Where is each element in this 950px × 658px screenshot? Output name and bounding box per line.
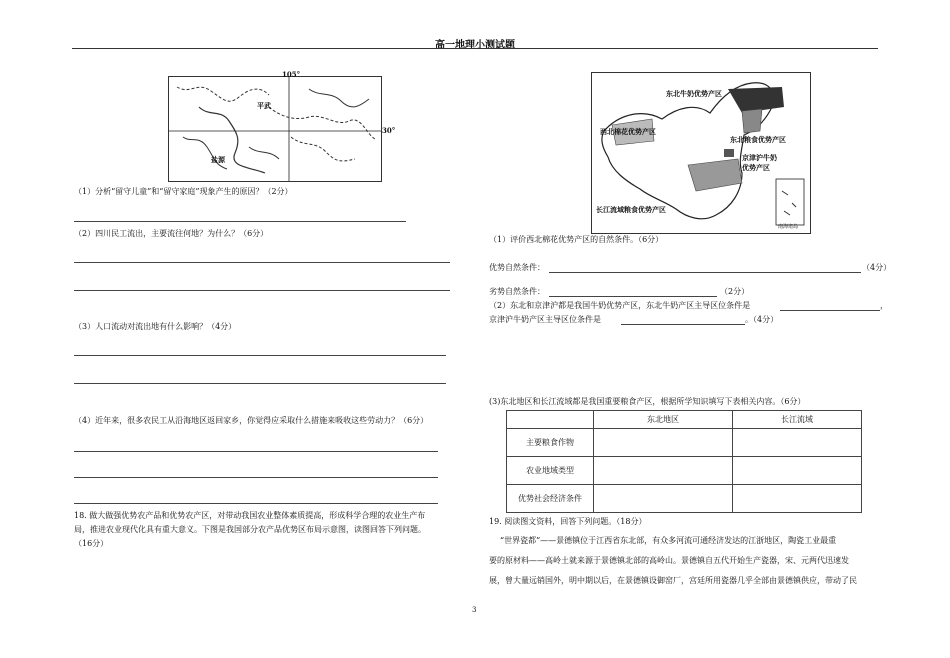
question-17-2: （2）四川民工流出，主要流往何地？为什么？（6分）: [74, 229, 269, 238]
answer-line[interactable]: [74, 451, 438, 452]
disadvantage-score: （2分）: [720, 287, 750, 296]
label-ne-dairy: 东北牛奶优势产区: [666, 89, 722, 98]
question-17-1: （1）分析“留守儿童”和“留守家庭”现象产生的原因？（2分）: [74, 187, 293, 196]
sichuan-map: [168, 76, 382, 182]
table-cell-input[interactable]: [733, 485, 862, 513]
question-18-2-line2: 京津沪牛奶产区主导区位条件是: [489, 315, 601, 324]
answer-line[interactable]: [74, 221, 406, 222]
place-yanyuan: 盐源: [211, 155, 225, 164]
label-jjh-dairy-2: 优势产区: [742, 163, 770, 172]
question-18-2-tail: 。（4分）: [745, 315, 779, 324]
answer-line[interactable]: [74, 503, 438, 504]
answer-line[interactable]: [74, 477, 438, 478]
label-nw-cotton: 西北棉花优势产区: [600, 127, 656, 136]
table-header-northeast: 东北地区: [594, 411, 733, 429]
answer-line[interactable]: [74, 262, 450, 263]
question-18-2-comma: ，: [880, 301, 888, 310]
advantage-label: 优势自然条件：: [489, 263, 545, 272]
question-19-header: 19. 阅读图文资料，回答下列问题。（18分）: [489, 517, 647, 526]
answer-line[interactable]: [74, 383, 446, 384]
label-yangtze-grain: 长江流域粮食优势产区: [596, 205, 666, 214]
table-cell-input[interactable]: [594, 429, 733, 457]
question-19-para-line3: 展，曾大量远销国外，明中期以后，在景德镇设御窑厂，宫廷所用瓷器几乎全部由景德镇供应，带动了民: [489, 576, 857, 585]
ne-dairy-answer-line[interactable]: [780, 310, 880, 311]
table-row-label: 农业地域类型: [507, 457, 594, 485]
table-header-yangtze: 长江流域: [733, 411, 862, 429]
page-title: 高一地理小测试题: [435, 40, 515, 51]
disadvantage-answer-line[interactable]: [549, 296, 717, 297]
label-ne-grain: 东北粮食优势产区: [730, 135, 786, 144]
table-row-label: 主要粮食作物: [507, 429, 594, 457]
table-cell-input[interactable]: [733, 457, 862, 485]
label-jjh-dairy-1: 京津沪牛奶: [742, 153, 777, 162]
advantage-score: （4分）: [862, 263, 892, 272]
question-17-3: （3）人口流动对流出地有什么影响？（4分）: [74, 322, 237, 331]
question-19-para-line1: “世界瓷都”——景德镇位于江西省东北部，有众多河流可通经济发达的江浙地区，陶瓷工业最重: [500, 536, 837, 545]
question-18-line1: 18. 做大做强优势农产品和优势农产区，对带动我国农业整体素质提高，形成科学合理的农业生产布: [74, 511, 426, 520]
answer-line[interactable]: [74, 290, 450, 291]
latitude-label: 30°: [382, 126, 396, 135]
table-cell-input[interactable]: [594, 485, 733, 513]
question-18-2-line1: （2）东北和京津沪都是我国牛奶优势产区，东北牛奶产区主导区位条件是: [489, 301, 751, 310]
question-18-3: (3)东北地区和长江流域都是我国重要粮食产区，根据所学知识填写下表相关内容。（6分）: [489, 397, 806, 406]
header-rule: [72, 48, 878, 49]
question-19-para-line2: 要的原材料——高岭土就来源于景德镇北部的高岭山。景德镇自五代开始生产瓷器，宋、元两代迅速发: [489, 556, 849, 565]
answer-line[interactable]: [74, 355, 446, 356]
table-cell-input[interactable]: [733, 429, 862, 457]
question-18-1: （1）评价西北棉花优势产区的自然条件。（6分）: [489, 235, 664, 244]
china-agri-map: [591, 72, 811, 234]
longitude-label: 105°: [282, 70, 301, 79]
table-row-label: 优势社会经济条件: [507, 485, 594, 513]
question-18-line2: 局，推进农业现代化具有重大意义。下图是我国部分农产品优势区布局示意图，读图回答下列问题。: [74, 525, 426, 534]
table-cell-input[interactable]: [594, 457, 733, 485]
inset-label: 南海诸岛: [778, 224, 799, 230]
question-18-line3: （16分）: [74, 539, 109, 548]
advantage-answer-line[interactable]: [549, 272, 861, 273]
page-number: 3: [472, 606, 477, 614]
question-17-4: （4）近年来，很多农民工从沿海地区返回家乡，你觉得应采取什么措施来吸收这些劳动力？（6分）: [74, 416, 429, 425]
place-pingwu: 平武: [257, 101, 271, 110]
jjh-dairy-answer-line[interactable]: [621, 324, 745, 325]
grain-region-table: [506, 410, 862, 513]
table-header-blank: [507, 411, 594, 429]
disadvantage-label: 劣势自然条件：: [489, 287, 545, 296]
sichuan-map-graphic: [169, 77, 381, 181]
